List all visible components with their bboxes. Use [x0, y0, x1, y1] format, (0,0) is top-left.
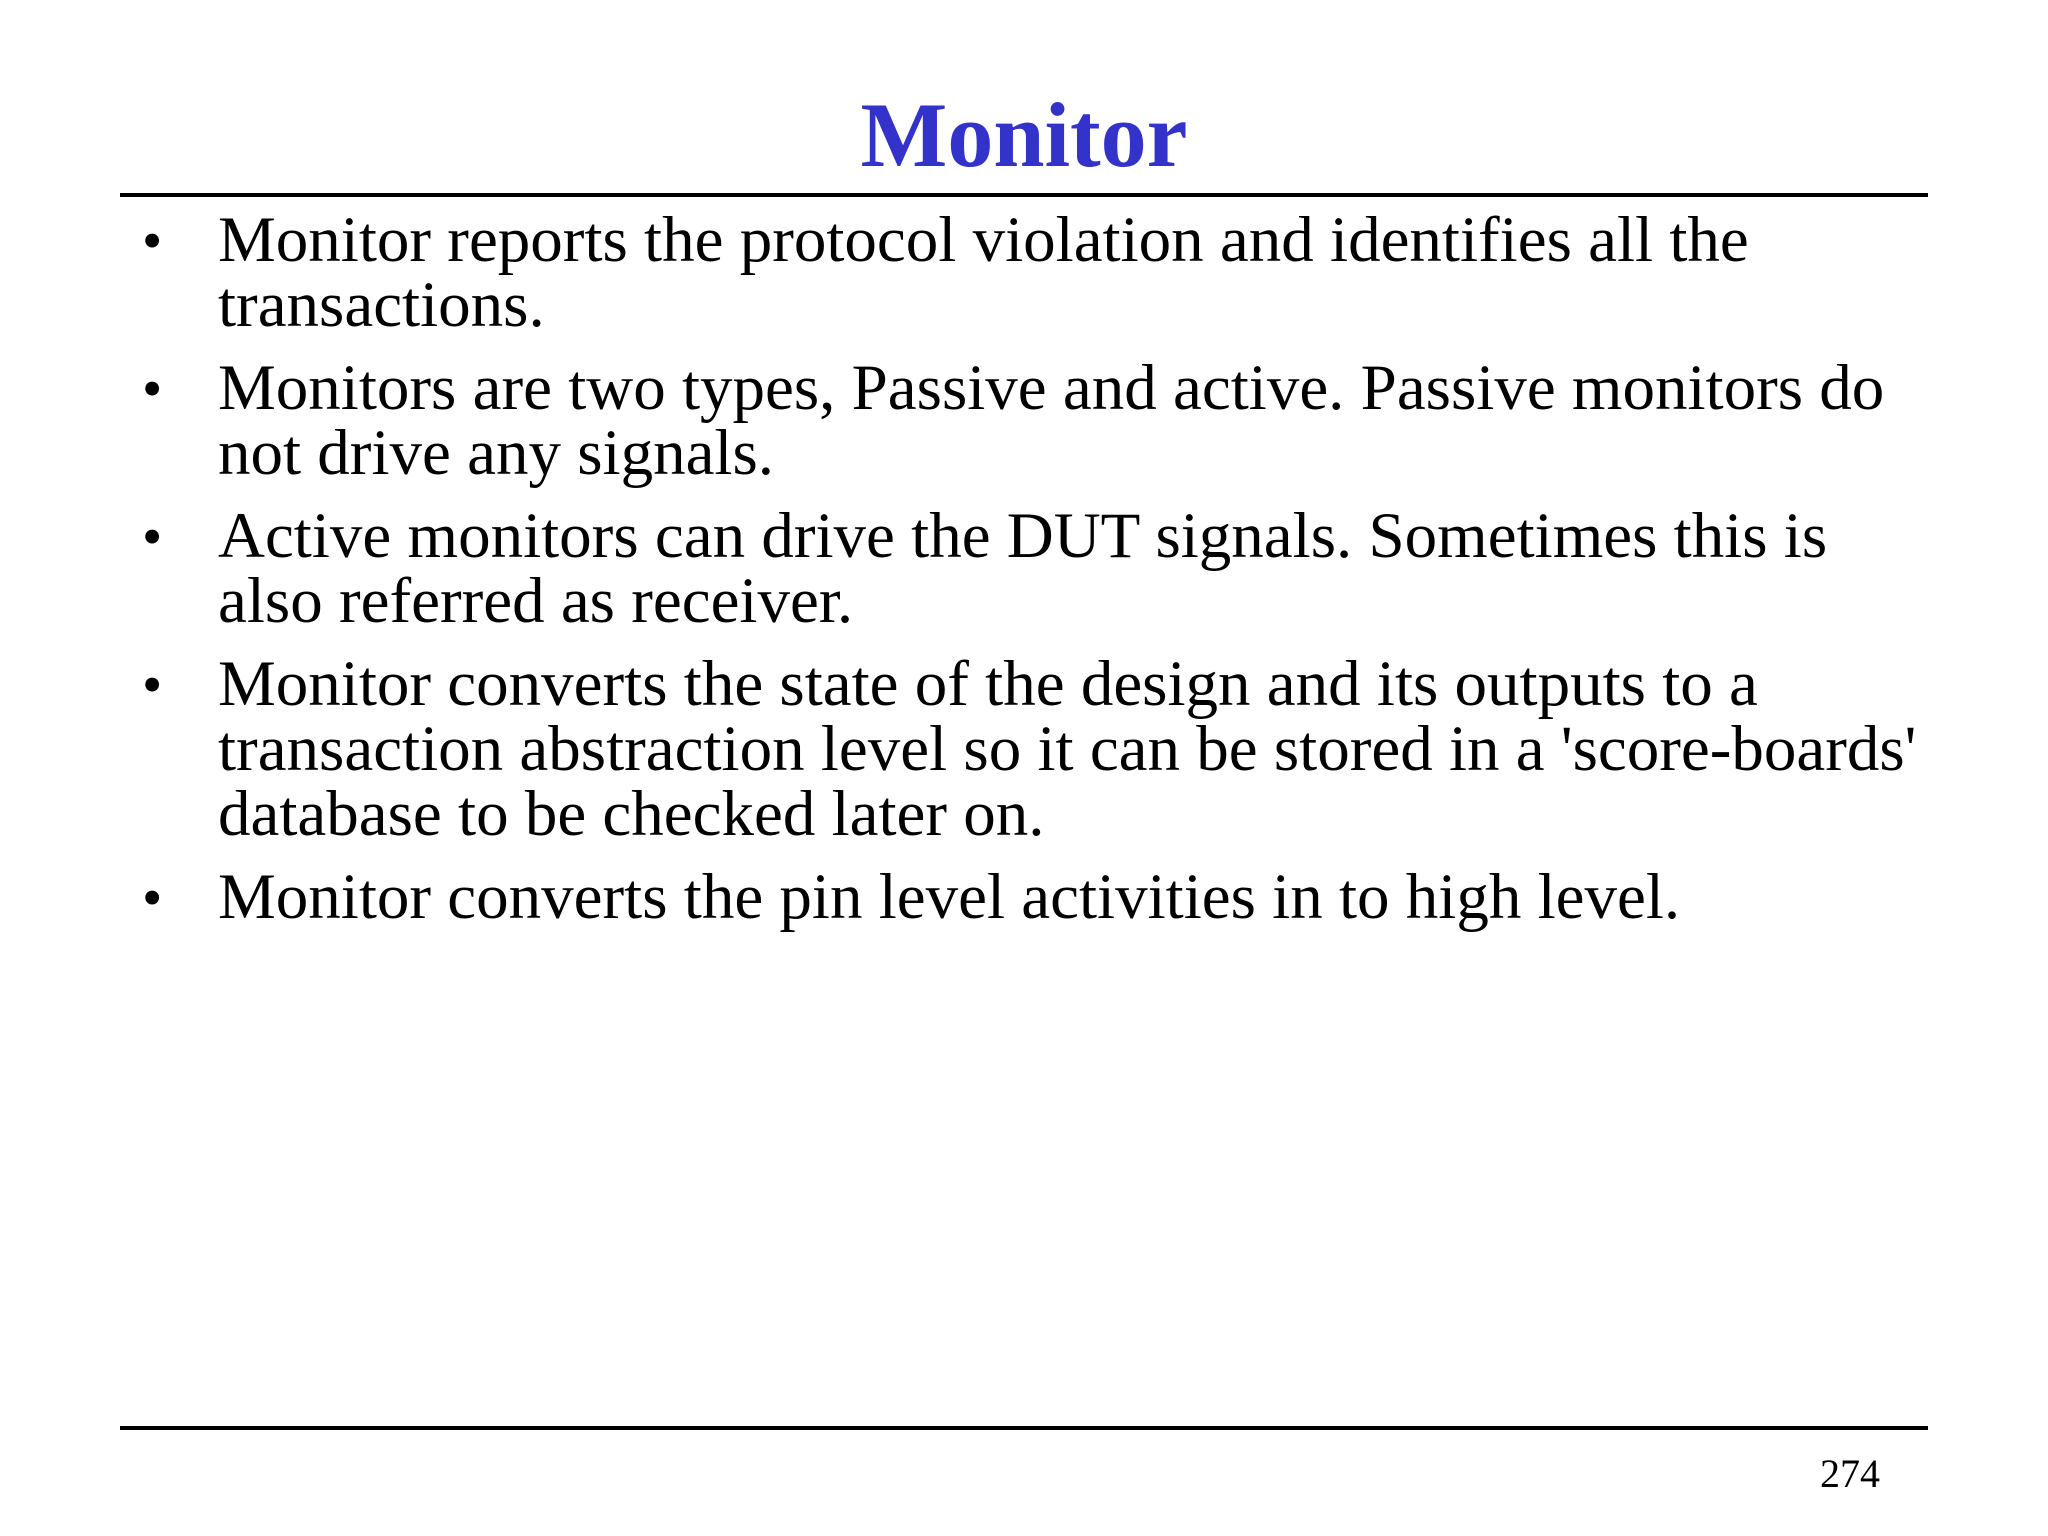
- page-number: 274: [1820, 1451, 1880, 1496]
- bullet-text: Active monitors can drive the DUT signals. Sometimes this is also referred as receiver.: [218, 500, 1828, 637]
- slide-title: Monitor: [860, 84, 1188, 186]
- bullet-item: [130, 204, 1930, 341]
- bullet-item: [130, 648, 1930, 850]
- bullet-text: Monitors are two types, Passive and active. Passive monitors do not drive any signals.: [218, 352, 1885, 489]
- title-divider: [120, 193, 1928, 197]
- bullet-item: [130, 352, 1930, 489]
- bullet-list: [130, 204, 1930, 948]
- bullet-item: [130, 500, 1930, 637]
- bullet-item: [130, 861, 1930, 933]
- bullet-marker: •: [142, 356, 163, 421]
- bullet-text: Monitor converts the pin level activities in to high level.: [218, 861, 1681, 933]
- bullet-marker: •: [142, 865, 163, 930]
- bullet-text: Monitor converts the state of the design and its outputs to a transaction abstraction level so it can be stored in a 'score-boards' database to be checked later on.: [218, 648, 1917, 850]
- bullet-marker: •: [142, 504, 163, 569]
- bullet-marker: •: [142, 208, 163, 273]
- bullet-text: Monitor reports the protocol violation and identifies all the transactions.: [218, 204, 1749, 341]
- footer-divider: [120, 1426, 1928, 1430]
- bullet-marker: •: [142, 652, 163, 717]
